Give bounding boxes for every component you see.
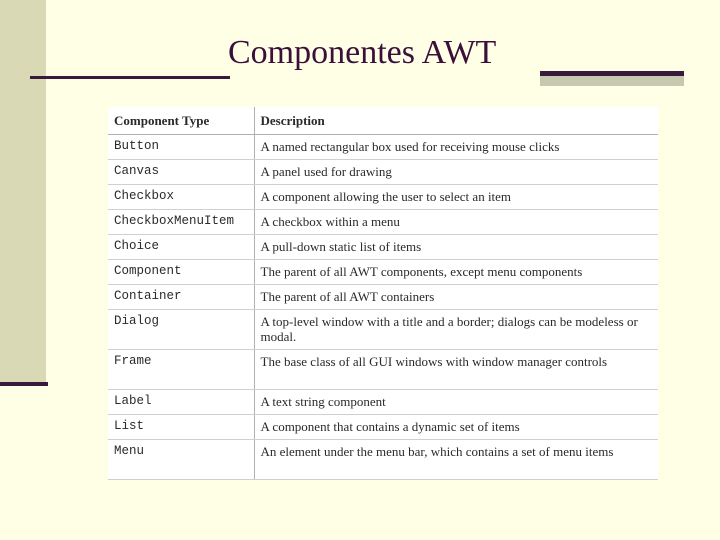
component-type-cell: Button <box>108 135 254 160</box>
component-type-cell: Choice <box>108 235 254 260</box>
header-description: Description <box>254 107 658 135</box>
description-cell: An element under the menu bar, which contains a set of menu items <box>254 440 658 480</box>
table-row <box>108 415 658 440</box>
component-type-cell: Frame <box>108 350 254 390</box>
table-row <box>108 185 658 210</box>
left-decorative-bar <box>0 0 46 383</box>
description-cell: The parent of all AWT containers <box>254 285 658 310</box>
title-rule-right <box>540 71 684 76</box>
left-bar-underline <box>0 382 48 386</box>
table-row <box>108 260 658 285</box>
description-cell: A pull-down static list of items <box>254 235 658 260</box>
table-row <box>108 210 658 235</box>
table-row <box>108 160 658 185</box>
table-header-row <box>108 107 658 135</box>
description-cell: A top-level window with a title and a border; dialogs can be modeless or modal. <box>254 310 658 350</box>
description-cell: A component allowing the user to select an item <box>254 185 658 210</box>
table-row <box>108 440 658 480</box>
component-type-cell: Canvas <box>108 160 254 185</box>
description-cell: A named rectangular box used for receiving mouse clicks <box>254 135 658 160</box>
component-type-cell: Container <box>108 285 254 310</box>
description-cell: A text string component <box>254 390 658 415</box>
header-component-type: Component Type <box>108 107 254 135</box>
description-cell: The base class of all GUI windows with window manager controls <box>254 350 658 390</box>
component-type-cell: Checkbox <box>108 185 254 210</box>
title-rule-right-shadow <box>540 76 684 86</box>
table-row <box>108 310 658 350</box>
table-row <box>108 235 658 260</box>
component-type-cell: Label <box>108 390 254 415</box>
component-type-cell: Menu <box>108 440 254 480</box>
component-type-cell: Dialog <box>108 310 254 350</box>
table-row <box>108 350 658 390</box>
table-row <box>108 390 658 415</box>
description-cell: A panel used for drawing <box>254 160 658 185</box>
description-cell: The parent of all AWT components, except menu components <box>254 260 658 285</box>
description-cell: A component that contains a dynamic set of items <box>254 415 658 440</box>
component-table <box>108 107 658 480</box>
component-type-cell: List <box>108 415 254 440</box>
title-rule-left <box>30 76 230 79</box>
slide-title: Componentes AWT <box>228 34 497 71</box>
table-row <box>108 285 658 310</box>
component-type-cell: CheckboxMenuItem <box>108 210 254 235</box>
table-row <box>108 135 658 160</box>
component-type-cell: Component <box>108 260 254 285</box>
description-cell: A checkbox within a menu <box>254 210 658 235</box>
